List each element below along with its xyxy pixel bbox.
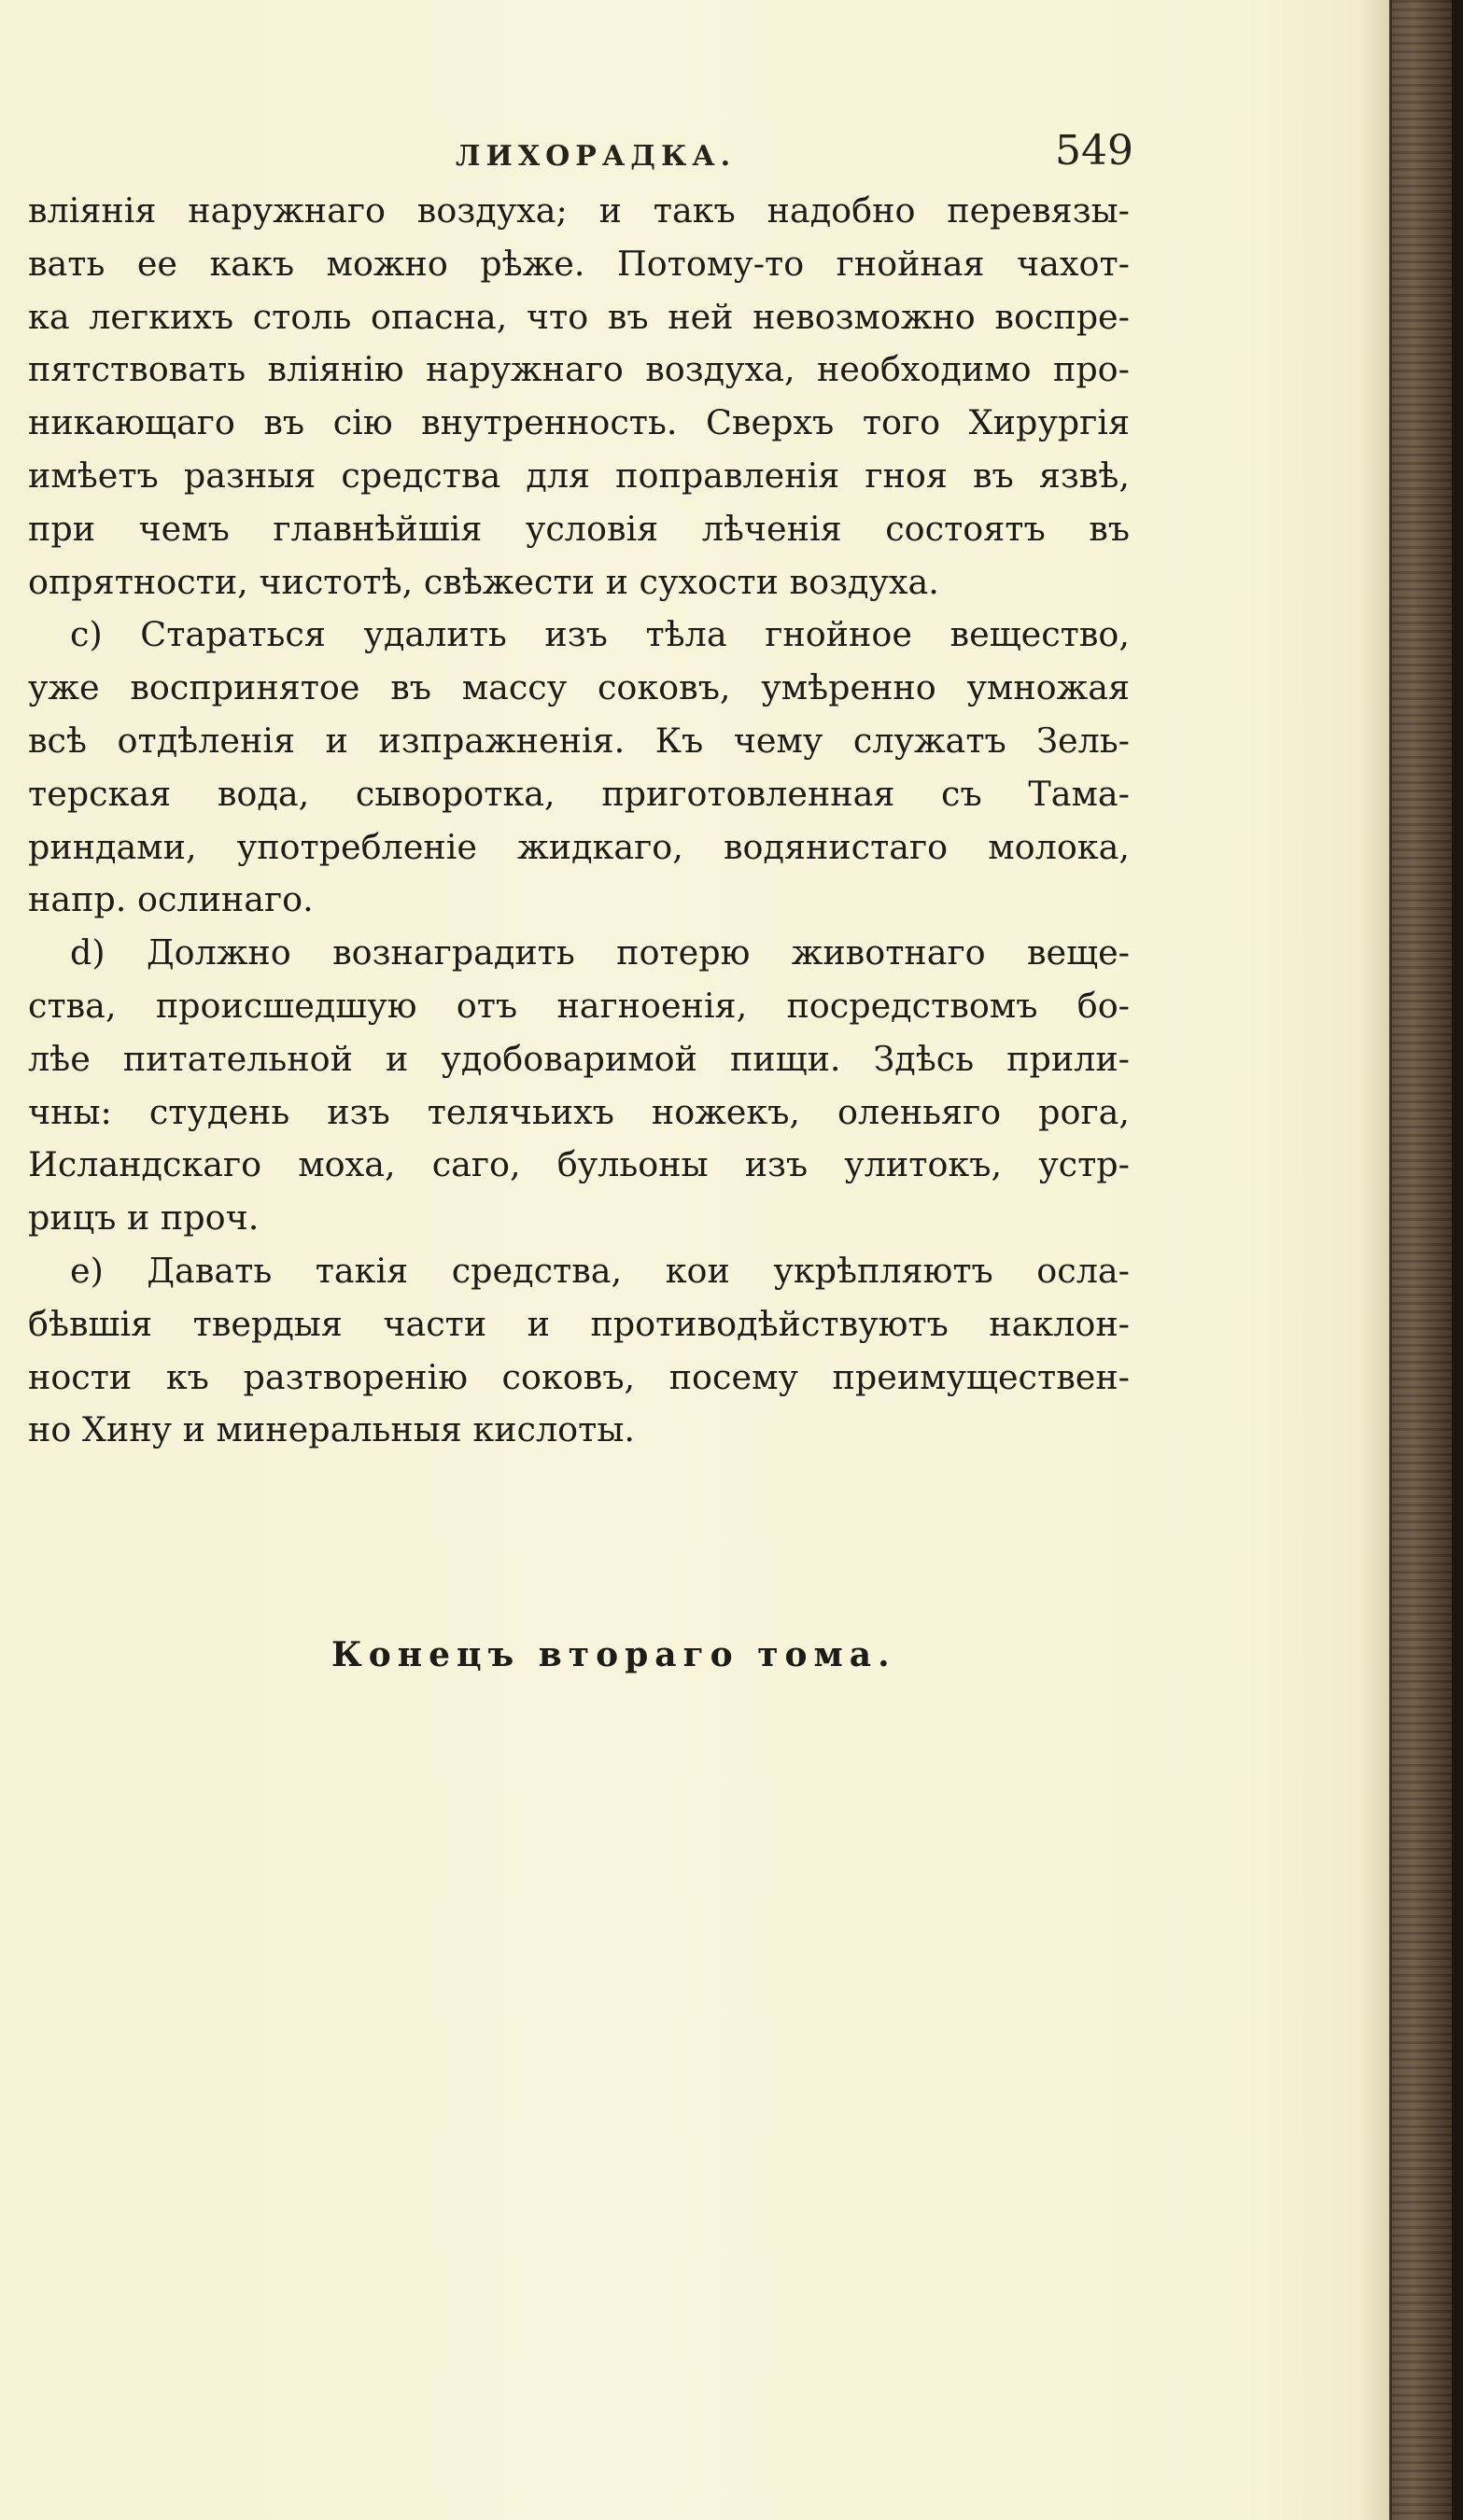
- text-line: d) Должно вознаградить потерю животнаго веще-: [70, 932, 1130, 973]
- text-line: напр. ослинаго.: [28, 879, 314, 920]
- text-line: но Хину и минеральныя кислоты.: [28, 1409, 635, 1450]
- volume-ending: [0, 1635, 1463, 1691]
- text-line: ства, происшедшую отъ нагноенія, посредствомъ бо-: [28, 985, 1130, 1026]
- text-line: e) Давать такія средства, кои укрѣпляютъ осла-: [70, 1250, 1130, 1291]
- text-line: Исландскаго моха, саго, бульоны изъ улитокъ, устр-: [28, 1144, 1130, 1185]
- text-line: никающаго въ сію внутренность. Сверхъ того Хирургія: [28, 402, 1130, 443]
- text-line: ка легкихъ столь опасна, что въ ней невозможно воспре-: [28, 296, 1130, 337]
- end-of-volume-note: Конецъ втораго тома.: [331, 1635, 896, 1674]
- text-line: при чемъ главнѣйшія условія лѣченія состоятъ въ: [28, 508, 1130, 549]
- running-title: ЛИХОРАДКА.: [456, 140, 737, 173]
- text-line: чны: студень изъ телячьихъ ножекъ, оленьяго рога,: [28, 1091, 1130, 1132]
- text-line: вать ее какъ можно рѣже. Потому-то гнойная чахот-: [28, 243, 1130, 284]
- text-line: риндами, употребленіе жидкаго, водянистаго молока,: [28, 826, 1130, 867]
- page-header: [0, 119, 1463, 175]
- book-binding-edge: [1392, 0, 1463, 2520]
- main-text: [28, 185, 1130, 1457]
- text-line: имѣетъ разныя средства для поправленія гноя въ язвѣ,: [28, 455, 1130, 496]
- text-line: бѣвшія твердыя части и противодѣйствуютъ наклон-: [28, 1303, 1130, 1344]
- text-line: пятствовать вліянію наружнаго воздуха, необходимо про-: [28, 349, 1130, 390]
- book-spine: [1452, 0, 1463, 2520]
- text-line: вліянія наружнаго воздуха; и такъ надобно перевязы-: [28, 190, 1130, 231]
- text-line: опрятности, чистотѣ, свѣжести и сухости воздуха.: [28, 561, 939, 602]
- page-number: 549: [1055, 127, 1133, 175]
- text-line: c) Стараться удалить изъ тѣла гнойное вещество,: [70, 614, 1130, 655]
- text-line: рицъ и проч.: [28, 1197, 260, 1239]
- text-line: уже воспринятое въ массу соковъ, умѣренно умножая: [28, 667, 1130, 708]
- text-line: ности къ разтворенію соковъ, посему преимуществен-: [28, 1356, 1130, 1397]
- text-line: терская вода, сыворотка, приготовленная съ Тама-: [28, 773, 1130, 814]
- text-line: лѣе питательной и удобоваримой пищи. Здѣсь прили-: [28, 1038, 1130, 1079]
- text-line: всѣ отдѣленія и изпражненія. Къ чему служатъ Зель-: [28, 720, 1130, 761]
